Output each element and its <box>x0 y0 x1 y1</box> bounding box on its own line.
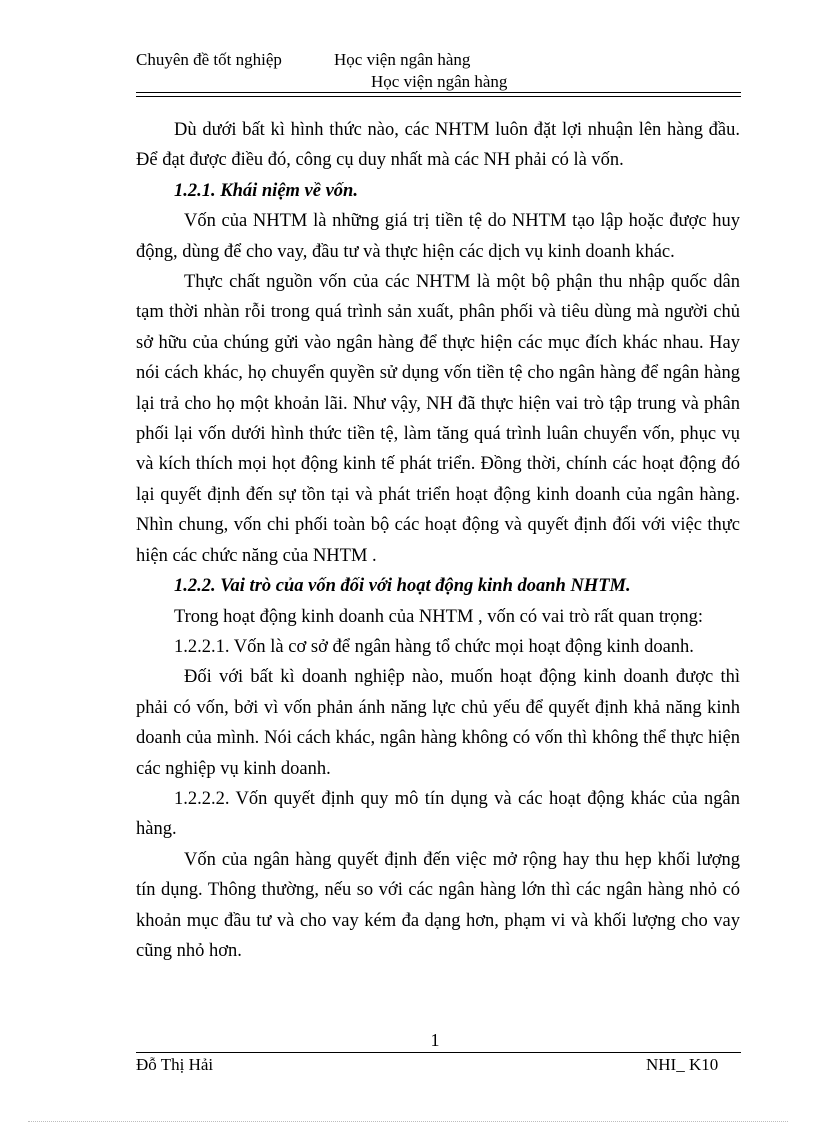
footer-rule <box>136 1052 741 1053</box>
header-double-rule <box>136 92 741 97</box>
footer-author: Đỗ Thị Hải <box>136 1055 214 1074</box>
section-heading-1-2-1: 1.2.1. Khái niệm về vốn. <box>174 180 358 201</box>
document-body <box>136 115 740 966</box>
page-bottom-dotted-edge <box>28 1121 788 1122</box>
paragraph-credit-scale: Vốn của ngân hàng quyết định đến việc mở rộng hay thu hẹp khối lượng tín dụng. Thông thường, nếu so với các ngân hàng lớn thì các ngân hàng nhỏ có khoản mục đầu tư và cho vay kém đa dạng hơn, phạm vi và khối lượng cho vay cũng nhỏ hơn. <box>136 849 740 961</box>
footer-class-code: NHI_ K10 <box>646 1055 719 1074</box>
paragraph-nature-of-capital: Thực chất nguồn vốn của các NHTM là một bộ phận thu nhập quốc dân tạm thời nhàn rỗi trong quá trình sản xuất, phân phối và tiêu dùng mà người chủ sở hữu của chúng gửi vào ngân hàng để thực hiện các mục đích khác nhau. Hay nói cách khác, họ chuyển quyền sử dụng vốn tiền tệ cho ngân hàng để ngân hàng lại trả cho họ một khoản lãi. Như vậy, NH đã thực hiện vai trò tập trung và phân phối lại vốn dưới hình thức tiền tệ, làm tăng quá trình luân chuyển vốn, phục vụ và kích thích mọi họt động kinh tế phát triển. Đồng thời, chính các hoạt động đó lại quyết định đến sự tồn tại và phát triển hoạt động kinh doanh của ngân hàng. Nhìn chung, vốn chi phối toàn bộ các hoạt động và quyết định đối với việc thực hiện các chức năng của NHTM . <box>136 272 740 566</box>
page-header <box>136 50 470 70</box>
header-left-title: Chuyên đề tốt nghiệp <box>136 50 282 69</box>
paragraph-definition: Vốn của NHTM là những giá trị tiền tệ do NHTM tạo lập hoặc được huy động, dùng để cho vay, đầu tư và thực hiện các dịch vụ kinh doanh khác. <box>136 211 740 262</box>
header-second-line: Học viện ngân hàng <box>371 72 508 91</box>
section-heading-1-2-2: 1.2.2. Vai trò của vốn đối với hoạt động kinh doanh NHTM. <box>174 576 631 597</box>
paragraph-basis-of-business: Đối với bất kì doanh nghiệp nào, muốn hoạt động kinh doanh được thì phải có vốn, bởi vì vốn phản ánh năng lực chủ yếu để quyết định khả năng kinh doanh của mình. Nói cách khác, ngân hàng không có vốn thì không thể thực hiện các nghiệp vụ kinh doanh. <box>136 667 740 779</box>
page-number: 1 <box>430 1030 440 1050</box>
paragraph-role-intro: Trong hoạt động kinh doanh của NHTM , vốn có vai trò rất quan trọng: <box>174 606 704 627</box>
header-center-title: Học viện ngân hàng <box>334 50 471 69</box>
subsection-heading-1-2-2-2: 1.2.2.2. Vốn quyết định quy mô tín dụng và các hoạt động khác của ngân hàng. <box>136 788 740 840</box>
paragraph-intro: Dù dưới bất kì hình thức nào, các NHTM luôn đặt lợi nhuận lên hàng đầu. Để đạt được điều đó, công cụ duy nhất mà các NH phải có là vốn. <box>136 120 740 171</box>
subsection-heading-1-2-2-1: 1.2.2.1. Vốn là cơ sở để ngân hàng tổ chức mọi hoạt động kinh doanh. <box>174 636 694 657</box>
